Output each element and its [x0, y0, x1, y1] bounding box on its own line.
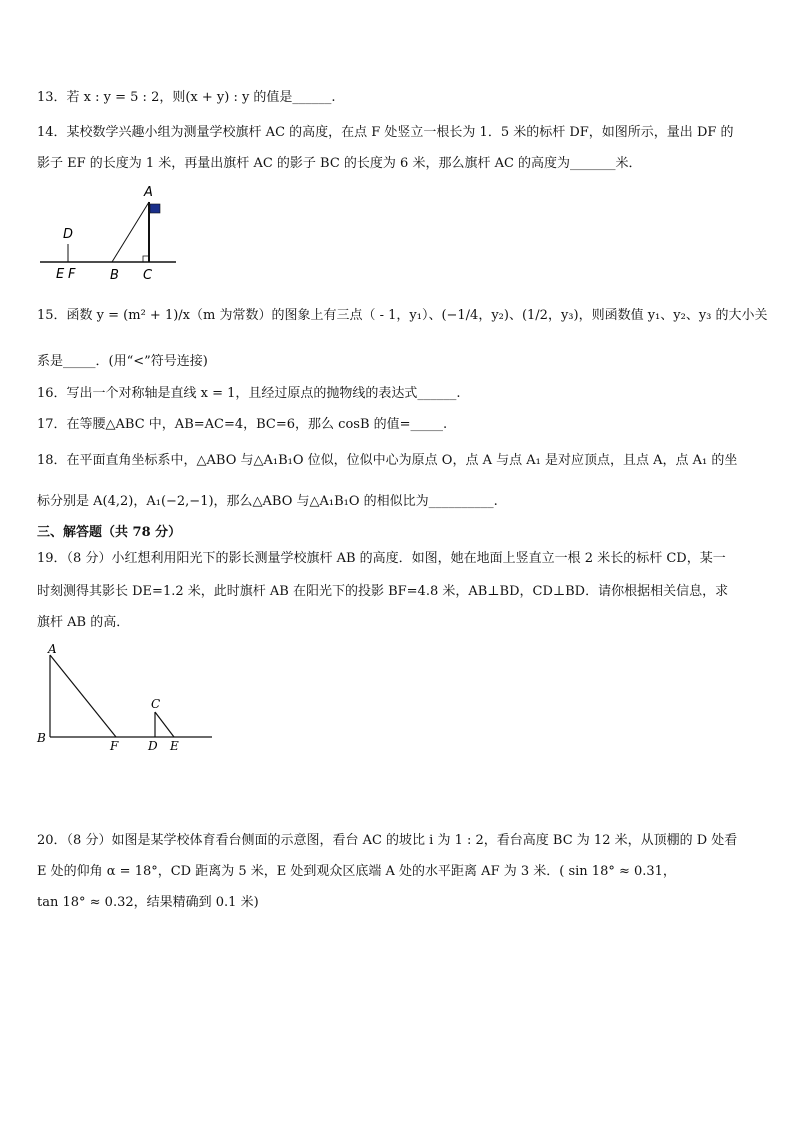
question-14-line-2: 影子 EF 的长度为 1 米，再量出旗杆 AC 的影子 BC 的长度为 6 米，那么旗杆 AC 的高度为_______米．	[37, 156, 642, 171]
fig19-label-d: D	[148, 739, 158, 753]
fig19-label-a: A	[48, 642, 57, 656]
question-16: 16．写出一个对称轴是直线 x = 1，且经过原点的抛物线的表达式______.	[37, 386, 461, 401]
question-13: 13．若 x : y = 5 : 2，则(x + y) : y 的值是______.	[37, 90, 336, 105]
fig14-label-d: D	[63, 227, 74, 242]
question-20-line-1: 20．（8 分）如图是某学校体育看台侧面的示意图，看台 AC 的坡比 i 为 1 : 2，看台高度 BC 为 12 米，从顶棚的 D 处看	[37, 833, 738, 848]
fig19-label-c: C	[151, 697, 161, 711]
fig14-label-c: C	[143, 268, 153, 282]
question-19-figure	[34, 640, 216, 755]
fig14-label-a: A	[144, 185, 153, 200]
question-17: 17．在等腰△ABC 中，AB=AC=4，BC=6，那么 cosB 的值=_____.	[37, 417, 448, 432]
fig19-label-f: F	[110, 739, 119, 753]
question-18-line-2: 标分别是 A(4,2)，A₁(−2,−1)，那么△ABO 与△A₁B₁O 的相似比为__________.	[37, 494, 498, 509]
fig14-label-f: F	[68, 267, 76, 282]
question-19-line-2: 时刻测得其影长 DE=1.2 米，此时旗杆 AB 在阳光下的投影 BF=4.8 米，AB⊥BD，CD⊥BD．请你根据相关信息，求	[37, 584, 729, 599]
question-20-line-3: tan 18° ≈ 0.32，结果精确到 0.1 米)	[37, 895, 259, 910]
fig14-label-b: B	[110, 268, 119, 282]
section-3-title: 三、解答题（共 78 分）	[37, 525, 182, 540]
question-19-line-1: 19．（8 分）小红想利用阳光下的影长测量学校旗杆 AB 的高度．如图，她在地面上竖直立一根 2 米长的标杆 CD，某一	[37, 551, 726, 566]
fig19-label-b: B	[37, 731, 46, 745]
question-18-line-1: 18．在平面直角坐标系中，△ABO 与△A₁B₁O 位似，位似中心为原点 O，点 A 与点 A₁ 是对应顶点，且点 A，点 A₁ 的坐	[37, 453, 738, 468]
question-14-figure	[36, 182, 186, 282]
question-15-line-2: 系是_____．(用“<”符号连接)	[37, 354, 208, 369]
question-15-line-1: 15．函数 y = (m² + 1)/x（m 为常数）的图象上有三点（ - 1，y₁）、(−1/4，y₂)、(1/2，y₃)，则函数值 y₁、y₂、y₃ 的大小关	[37, 308, 768, 323]
question-20-line-2: E 处的仰角 α = 18°，CD 距离为 5 米，E 处到观众区底端 A 处的水平距离 AF 为 3 米．( sin 18° ≈ 0.31，	[37, 864, 676, 879]
fig19-label-e: E	[170, 739, 179, 753]
fig14-label-e: E	[56, 267, 65, 282]
question-14-line-1: 14．某校数学兴趣小组为测量学校旗杆 AC 的高度，在点 F 处竖立一根长为 1．5 米的标杆 DF，如图所示，量出 DF 的	[37, 125, 734, 140]
question-19-line-3: 旗杆 AB 的高．	[37, 615, 130, 630]
